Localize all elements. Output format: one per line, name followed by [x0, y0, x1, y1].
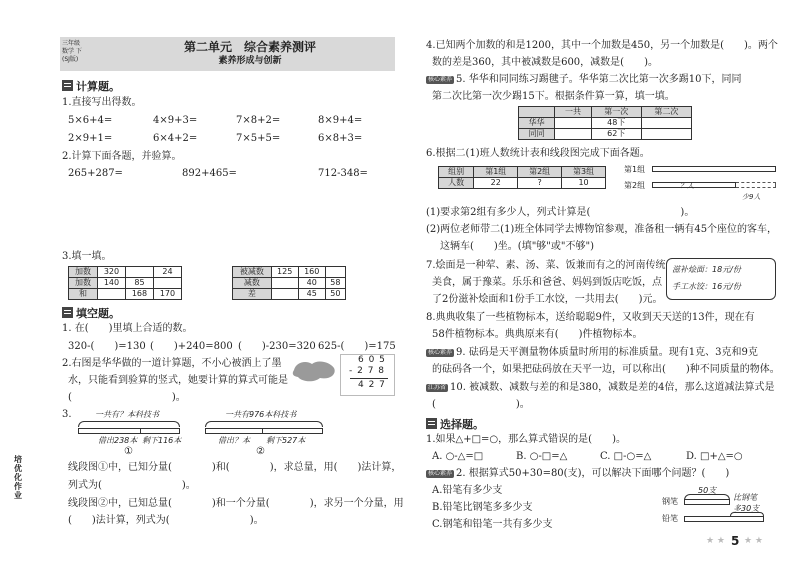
add-table	[68, 266, 182, 300]
cell: 48下	[591, 118, 641, 129]
fill-q1-a: 320-( )=130	[68, 341, 146, 352]
cell	[271, 278, 298, 289]
cell: 22	[474, 178, 518, 189]
fig2-left-label: 借出？本	[218, 436, 250, 445]
table-row	[519, 118, 692, 129]
oral-2-1: 2×9+1=	[68, 133, 113, 144]
side-label: 培优化作业	[14, 455, 22, 500]
table-row	[69, 278, 182, 289]
fill-q6-p1: (1)要求第2组有多少人，列式计算是( )。	[426, 207, 695, 218]
grade-badge	[62, 40, 88, 64]
section-choice-label: 选择题。	[440, 418, 484, 431]
table-row	[519, 129, 692, 140]
q3-fill-title: 3.填一填。	[62, 251, 112, 262]
cell: 第1组	[474, 167, 518, 178]
fill-q9-line2: 的砝码各一个，如果把砝码放在天平一边，可以称出( )种不同质量的物体。	[432, 364, 780, 375]
fig1-left-label: 借出238本	[98, 436, 138, 445]
menu-item-1: 滋补烩面：18元/份	[672, 265, 741, 274]
pencil-label: 铅笔	[662, 514, 678, 523]
fill-q1-d: 625-( )=175	[318, 341, 396, 352]
table-row	[233, 289, 346, 300]
fill-q4-line1: 4.已知两个加数的和是1200，其中一个加数是450，另一个加数是( )。两个	[426, 40, 778, 51]
fill-q6-p2b: 这辆车( )坐。(填"够"或"不够")	[440, 241, 595, 252]
choice-q2-b: B.铅笔比钢笔多多少支	[432, 502, 533, 513]
fig1-bar	[78, 428, 180, 434]
choice-q2-c: C.钢笔和铅笔一共有多少支	[432, 519, 553, 530]
footer-stars-right: ★ ★	[744, 536, 763, 546]
section-fill-label: 填空题。	[76, 307, 120, 320]
fill-q7-line2: 美食，属于豫菜。乐乐和爸爸、妈妈到饭店吃饭，点	[432, 277, 662, 288]
cell: 170	[153, 289, 181, 300]
choice-q2	[426, 468, 729, 481]
cell: 同同	[519, 129, 555, 140]
fig2-divider	[262, 428, 263, 434]
choice-q1: 1.如果△+□=○，那么算式错误的是( )。	[426, 434, 626, 445]
calc-3: 712-348=	[318, 168, 368, 179]
fill-q8-line1: 8.典典收集了一些植物标本，送给聪聪9件，又收到天天送的13件，现在有	[426, 312, 755, 323]
vertical-row3: 4 2 7	[358, 380, 386, 390]
cell	[325, 267, 345, 278]
cell	[641, 118, 691, 129]
calc-2: 892+465=	[182, 168, 237, 179]
oral-1-4: 8×9+4=	[318, 115, 363, 126]
oral-1-2: 4×9+3=	[153, 115, 198, 126]
fill-q3-line2: 列式为( )。	[68, 480, 196, 491]
cell: 160	[298, 267, 325, 278]
fill-q3-line1: 线段图①中，已知分量( )和( )，求总量，用( )法计算，	[68, 462, 402, 473]
fill-q6-p2a: (2)两位老师带二(1)班全体同学去博物馆参观，准备租一辆有45个座位的客车，	[426, 224, 778, 235]
page-title: 第二单元 综合素养测评	[183, 40, 316, 54]
fill-q3-num: 3.	[62, 409, 72, 420]
cell: 320	[97, 267, 125, 278]
core-tag: 核心素养	[428, 470, 453, 477]
cell: 第二次	[641, 107, 691, 118]
fig2-right-label: 剩下527本	[266, 436, 306, 445]
fill-q5-line2: 第二次比第一次少踢15下。根据条件算一算，填一填。	[432, 91, 675, 102]
page-number: 5	[731, 534, 740, 548]
cell: ?	[518, 178, 562, 189]
fill-q10-line2: ( )。	[432, 399, 530, 410]
table-row	[69, 289, 182, 300]
cell	[555, 129, 591, 140]
cell	[125, 267, 153, 278]
core-tag: 核心素养	[428, 349, 453, 356]
fill-q3-line4: ( )法计算，列式为( )。	[68, 515, 264, 526]
fig2-number: ②	[256, 446, 265, 457]
oral-1-3: 7×8+2=	[236, 115, 281, 126]
fill-q7-line1: 7.烩面是一种荤、素、汤、菜、饭兼而有之的河南传统	[426, 260, 666, 271]
fig2-top-label: 一共有976本科技书	[225, 410, 297, 419]
vertical-line	[350, 378, 388, 379]
cell: 85	[125, 278, 153, 289]
choice-q1-d: D. □+△=○	[686, 451, 743, 462]
cell: 第3组	[562, 167, 606, 178]
table-row	[233, 278, 346, 289]
cell: 125	[271, 267, 298, 278]
table-row	[69, 267, 182, 278]
fill-q2-line2: 水，只能看到验算的竖式，她要计算的算式可能是	[68, 375, 288, 386]
cell: 被减数	[233, 267, 272, 278]
cell	[97, 289, 125, 300]
badge-edition: (SJ版)	[62, 56, 79, 63]
fill-q5-text: 5. 华华和同同练习踢毽子。华华第二次比第一次多踢10下，同同	[456, 74, 742, 85]
fill-q2-line1: 2.右图是华华做的一道计算题，不小心被洒上了墨	[62, 358, 282, 369]
cell	[519, 107, 555, 118]
cell: 10	[562, 178, 606, 189]
fill-q5-line1	[426, 74, 741, 87]
fig1-top-label: 一共有？本科技书	[95, 410, 159, 419]
section-fill-title	[62, 307, 120, 321]
fill-q7-line3: 了2份滋补烩面和1份手工水饺，一共用去( )元。	[432, 294, 663, 305]
cell	[555, 118, 591, 129]
badge-grade: 三年级	[62, 40, 81, 47]
choice-q2-text: 2. 根据算式50+30=80(支)，可以解决下面哪个问题？( )	[456, 468, 730, 479]
cell: 58	[325, 278, 345, 289]
cell: 140	[97, 278, 125, 289]
fig1-brace	[78, 421, 180, 427]
more-label-2: 多30支	[733, 504, 760, 513]
cell: 华华	[519, 118, 555, 129]
pen-label: 钢笔	[662, 497, 678, 506]
province-tag: 江苏省	[428, 384, 447, 391]
fill-q4-line2: 数的差是360，其中被减数是600，减数是( )。	[432, 57, 658, 68]
seg-q-label: ？人	[680, 182, 694, 190]
cell: 组别	[439, 167, 474, 178]
footer-stars-left: ★ ★	[706, 536, 725, 546]
choice-q1-b: B. ○-□=△	[516, 451, 568, 462]
cell	[271, 289, 298, 300]
seg-g1-label: 第1组	[624, 165, 646, 174]
fill-q9-text: 9. 砝码是天平测量物体质量时所用的标准质量。现有1克、3克和9克	[456, 347, 758, 358]
table-row	[519, 107, 692, 118]
cell: 减数	[233, 278, 272, 289]
fill-q1-b: ( )+240=800	[150, 341, 233, 352]
oral-2-4: 6×8+3=	[318, 133, 363, 144]
choice-q1-c: C. □-○=△	[600, 451, 652, 462]
cell	[153, 278, 181, 289]
fill-q6-line1: 6.根据二(1)班人数统计表和线段图完成下面各题。	[426, 148, 650, 159]
seg-less-label: 少9人	[742, 193, 761, 201]
fill-q9-line1	[426, 347, 758, 360]
cell: 168	[125, 289, 153, 300]
q2-calc-title: 2.计算下面各题，并验算。	[62, 151, 182, 162]
cell: 第2组	[518, 167, 562, 178]
fill-q10-line1	[426, 382, 775, 395]
table-row	[439, 178, 606, 189]
pencil-bar	[684, 516, 764, 522]
section-choice-title	[426, 418, 484, 432]
fill-q8-line2: 58件植物标本。典典原来有( )件植物标本。	[432, 329, 643, 340]
core-tag: 核心素养	[428, 76, 453, 83]
cell: 一共	[555, 107, 591, 118]
section-icon	[426, 418, 437, 429]
oral-2-2: 6×4+2=	[153, 133, 198, 144]
oral-2-3: 7×5+5=	[236, 133, 281, 144]
menu-item-2: 手工水饺：16元/份	[672, 282, 741, 291]
kick-table	[518, 106, 692, 140]
cell: 62下	[591, 129, 641, 140]
more-label-1: 比钢笔	[733, 493, 757, 502]
cell: 50	[325, 289, 345, 300]
oral-1-1: 5×6+4=	[68, 115, 113, 126]
ink-blot-icon	[290, 356, 338, 386]
badge-subject: 数学 下	[62, 48, 82, 55]
table-row	[439, 167, 606, 178]
calc-1: 265+287=	[68, 168, 123, 179]
fill-q1: 1. 在( )里填上合适的数。	[62, 323, 193, 334]
cell	[641, 129, 691, 140]
fig1-number: ①	[124, 446, 133, 457]
cell: 差	[233, 289, 272, 300]
pen-bar	[684, 499, 730, 505]
fill-q2-line3: ( )。	[68, 392, 186, 403]
seg-g2-bar	[652, 182, 736, 188]
vertical-row2: - 2 7 8	[349, 366, 386, 376]
fig1-right-label: 剩下116本	[142, 436, 182, 445]
choice-q1-a: A. ○-△=□	[432, 451, 484, 462]
fig2-brace	[205, 421, 323, 427]
cell: 人数	[439, 178, 474, 189]
vertical-row1: 6 0 5	[358, 355, 386, 365]
cell: 45	[298, 289, 325, 300]
section-calc-title	[62, 80, 120, 94]
fig1-divider	[140, 428, 141, 434]
table-row	[233, 267, 346, 278]
seg-g1-bar	[652, 166, 776, 172]
class-table	[438, 166, 606, 189]
cell: 加数	[69, 278, 98, 289]
section-icon	[62, 80, 73, 91]
cell: 和	[69, 289, 98, 300]
fill-q1-c: ( )-230=320	[238, 341, 316, 352]
section-icon	[62, 307, 73, 318]
cell: 24	[153, 267, 181, 278]
fill-q10-text: 10. 被减数、减数与差的和是380，减数是差的4倍，那么这道减法算式是	[450, 382, 775, 393]
choice-q2-a: A.铅笔有多少支	[432, 485, 503, 496]
cell: 加数	[69, 267, 98, 278]
seg-g2-label: 第2组	[624, 181, 646, 190]
fill-q3-line3: 线段图②中，已知总量( )和一个分量( )，求另一个分量，用	[68, 498, 404, 509]
q1-direct-title: 1.直接写出得数。	[62, 97, 142, 108]
cell: 第一次	[591, 107, 641, 118]
pencil-extra-brace	[730, 512, 764, 516]
seg-g2-dash	[736, 182, 776, 188]
cell: 40	[298, 278, 325, 289]
page-subtitle: 素养形成与创新	[218, 56, 282, 66]
sub-table	[232, 266, 346, 300]
pen-top-label: 50支	[698, 486, 717, 495]
fig2-bar	[205, 428, 323, 434]
section-calc-label: 计算题。	[76, 80, 120, 93]
